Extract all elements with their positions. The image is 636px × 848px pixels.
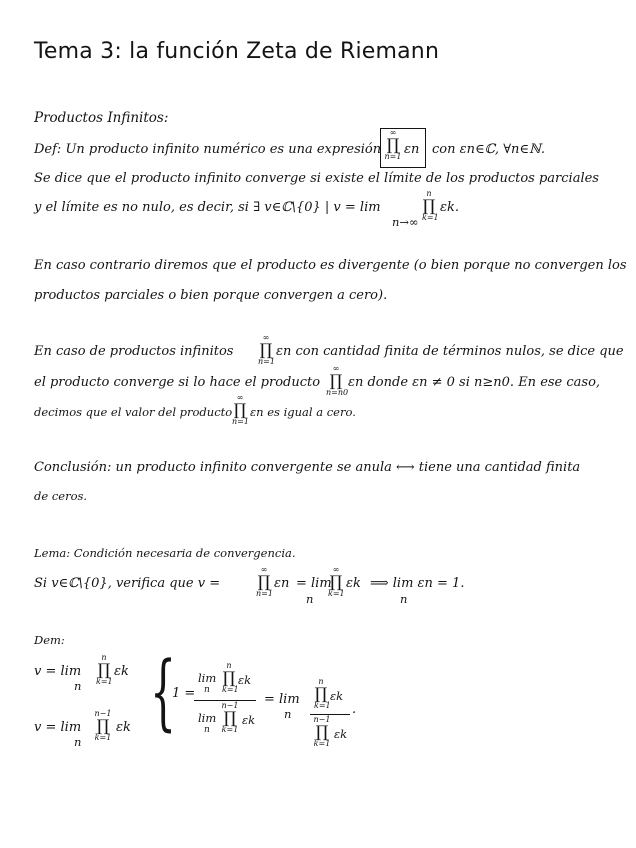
zeros-line-3-prefix: decimos que el valor del producto: [34, 405, 233, 419]
proof-num-operator: n ∏ k=1: [222, 661, 239, 694]
lemma-title: Lema: Condición necesaria de convergencia.: [34, 546, 296, 560]
zeros-product-operator-2: ∞ ∏ n=n0: [326, 364, 349, 397]
lemma-term-1: εn: [274, 576, 290, 591]
proof-den-lim-sub: n: [204, 725, 210, 735]
convergence-line-2: y el límite es no nulo, es decir, si ∃ v∈ℂ\{0} | v = lim: [34, 200, 381, 215]
lemma-product-operator-2: ∞ ∏ k=1: [328, 565, 345, 598]
proof-num-term: εk: [238, 673, 252, 687]
zeros-line-1-suffix: εn con cantidad finita de términos nulos, se dice que: [276, 344, 624, 359]
proof-rden-operator: n−1 ∏ k=1: [313, 715, 331, 748]
lemma-conclusion: ⟹ lim εn = 1.: [370, 576, 465, 591]
proof-label: Dem:: [34, 633, 65, 647]
definition-text: Def: Un producto infinito numérico es una expresión: [34, 142, 382, 157]
proof-eq1-operator: n ∏ k=1: [96, 653, 113, 686]
proof-num-lim: lim: [198, 671, 217, 685]
lemma-prefix: Si v∈ℂ\{0}, verifica que v =: [34, 576, 221, 591]
proof-num-lim-sub: n: [204, 685, 210, 695]
zeros-product-operator-3: ∞ ∏ n=1: [232, 393, 249, 426]
proof-end: .: [352, 702, 357, 717]
proof-den-term: εk: [242, 713, 256, 727]
zeros-line-2-prefix: el producto converge si lo hace el producto: [34, 375, 321, 390]
definition-condition: con εn∈ℂ, ∀n∈ℕ.: [432, 142, 546, 157]
convergence-line-1: Se dice que el producto infinito converge si existe el límite de los productos parciales: [34, 171, 599, 186]
proof-rnum-term: εk: [330, 689, 344, 703]
zeros-line-2-suffix: εn donde εn ≠ 0 si n≥n0. En ese caso,: [348, 375, 601, 390]
proof-eq1-lim-sub: n: [74, 679, 82, 693]
product-operator: ∞ ∏ n=1: [384, 128, 402, 161]
conclusion-line-2: de ceros.: [34, 489, 88, 503]
zeros-line-1-prefix: En caso de productos infinitos: [34, 344, 234, 359]
limit-subscript: n→∞: [392, 215, 419, 229]
proof-den-lim: lim: [198, 711, 217, 725]
lemma-mid-1: = lim: [296, 576, 332, 591]
conclusion-line-1: Conclusión: un producto infinito convergente se anula ⟷ tiene una cantidad finita: [34, 460, 581, 475]
proof-eq1-prefix: v = lim: [34, 664, 82, 679]
proof-den-operator: n−1 ∏ k=1: [221, 701, 239, 734]
lemma-lim-sub-2: n: [400, 592, 408, 606]
divergent-line-2: productos parciales o bien porque convergen a cero).: [34, 288, 388, 303]
proof-eq-mid: = lim: [264, 692, 300, 707]
proof-rnum-operator: n ∏ k=1: [314, 677, 331, 710]
lemma-lim-sub-1: n: [306, 592, 314, 606]
zeros-product-operator-1: ∞ ∏ n=1: [258, 333, 275, 366]
proof-eq-mid-sub: n: [284, 707, 292, 721]
proof-brace: {: [150, 645, 177, 740]
lemma-term-2: εk: [346, 576, 361, 591]
page-title: Tema 3: la función Zeta de Riemann: [34, 39, 440, 64]
zeros-line-3-suffix: εn es igual a cero.: [250, 405, 356, 419]
proof-rhs-one: 1 =: [172, 686, 196, 701]
proof-eq2-term: εk: [116, 720, 131, 735]
proof-eq2-lim-sub: n: [74, 735, 82, 749]
proof-eq2-prefix: v = lim: [34, 720, 82, 735]
proof-eq2-operator: n−1 ∏ k=1: [94, 709, 112, 742]
proof-rden-term: εk: [334, 727, 348, 741]
lemma-product-operator-1: ∞ ∏ n=1: [256, 565, 273, 598]
partial-product-operator: n ∏ k=1: [422, 189, 439, 222]
product-term: εn: [404, 142, 420, 157]
proof-eq1-term: εk: [114, 664, 129, 679]
divergent-line-1: En caso contrario diremos que el producto es divergente (o bien porque no convergen los: [34, 258, 627, 273]
partial-product-term: εk.: [440, 200, 459, 215]
section-heading: Productos Infinitos:: [34, 110, 169, 126]
